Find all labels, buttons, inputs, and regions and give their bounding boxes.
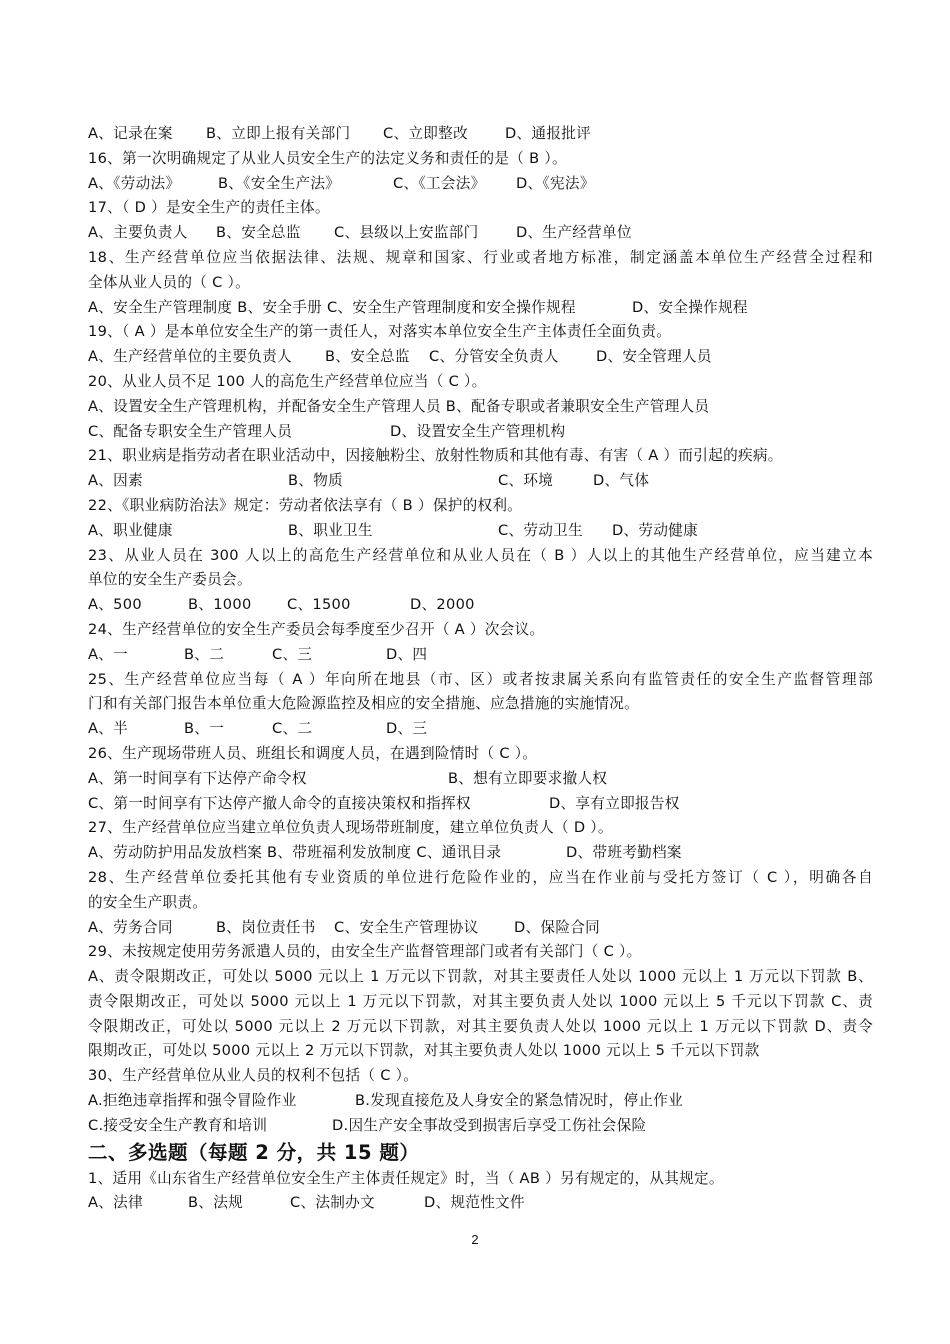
- answer-option: C、1500: [287, 596, 351, 614]
- answer-options: [88, 593, 873, 618]
- answer-option: D、设置安全生产管理机构: [390, 422, 566, 440]
- answer-option: C、立即整改: [383, 125, 468, 142]
- answer-option: A、主要负责人: [88, 224, 188, 242]
- answer-option: B、一: [184, 720, 225, 738]
- answer-option: C、环境: [498, 472, 554, 490]
- answer-options: [88, 221, 873, 246]
- answer-options: [88, 345, 873, 370]
- answer-option: B、1000: [188, 596, 252, 614]
- answer-options: [88, 643, 873, 668]
- answer-option: C、分管安全负责人: [429, 348, 559, 366]
- answer-option: B、职业卫生: [288, 521, 373, 539]
- question-text-line: 18、生产经营单位应当依据法律、法规、规章和国家、行业或者地方标准，制定涵盖本单位生产经营全过程和: [88, 248, 873, 266]
- answer-options: [88, 395, 873, 420]
- answer-option: B、立即上报有关部门: [206, 125, 351, 142]
- answer-option: D、带班考勤档案: [566, 844, 682, 862]
- question-text-line: 20、从业人员不足 100 人的高危生产经营单位应当（ C ）。: [88, 372, 487, 390]
- question-text-line: 19、（ A ）是本单位安全生产的第一责任人，对落实本单位安全生产主体责任全面负责。: [88, 323, 672, 341]
- answer-option: D、保险合同: [514, 918, 601, 936]
- answer-option: C、安全生产管理协议: [334, 918, 479, 936]
- answer-option: C、法制办文: [290, 1194, 375, 1212]
- page-number: 2: [471, 1232, 479, 1247]
- answer-option: A、500: [88, 596, 142, 614]
- question-text-line: 责令限期改正，可处以 5000 元以上 1 万元以下罚款，对其主要负责人处以 1000 元以上 5 千元以下罚款 C、责: [88, 992, 873, 1010]
- question-text-line: 16、第一次明确规定了从业人员安全生产的法定义务和责任的是（ B ）。: [88, 149, 567, 167]
- answer-options: [88, 469, 873, 494]
- answer-option: D、劳动健康: [612, 521, 699, 539]
- answer-option: C、三: [272, 645, 313, 663]
- answer-options: [88, 841, 873, 866]
- question-text-line: 门和有关部门报告本单位重大危险源监控及相应的安全措施、应急措施的实施情况。: [88, 695, 640, 713]
- answer-options: [88, 1089, 873, 1114]
- answer-option: A.拒绝违章指挥和强令冒险作业: [88, 1092, 297, 1110]
- question-text-line: 21、职业病是指劳动者在职业活动中，因接触粉尘、放射性物质和其他有毒、有害（ A ）而引起的疾病。: [88, 447, 783, 465]
- answer-option: A、生产经营单位的主要负责人: [88, 348, 292, 366]
- answer-option: B、《安全生产法》: [218, 174, 341, 192]
- question-text-line: 1、适用《山东省生产经营单位安全生产主体责任规定》时，当（ AB ）另有规定的，从其规定。: [88, 1169, 724, 1187]
- question-text-line: 26、生产现场带班人员、班组长和调度人员，在遇到险情时（ C ）。: [88, 744, 538, 762]
- answer-option: B、岗位责任书: [216, 918, 316, 936]
- answer-option: D、享有立即报告权: [549, 794, 680, 812]
- question-text-line: 30、生产经营单位从业人员的权利不包括（ C ）。: [88, 1067, 419, 1085]
- answer-option: C、配备专职安全生产管理人员: [88, 422, 293, 440]
- answer-options: [88, 1191, 873, 1216]
- answer-option: D、气体: [593, 472, 650, 490]
- answer-option: A、劳务合同: [88, 918, 173, 936]
- question-text-line: 17、（ D ）是安全生产的责任主体。: [88, 199, 330, 217]
- answer-option: A、法律: [88, 1194, 143, 1212]
- answer-option: D、生产经营单位: [516, 224, 632, 242]
- question-text-line: 27、生产经营单位应当建立单位负责人现场带班制度，建立单位负责人（ D ）。: [88, 819, 613, 837]
- answer-option: A、因素: [88, 472, 143, 490]
- question-text-line: 的安全生产职责。: [88, 893, 208, 911]
- answer-option: B.发现直接危及人身安全的紧急情况时，停止作业: [355, 1092, 684, 1110]
- answer-option: B、想有立即要求撤人权: [448, 769, 608, 787]
- answer-option: B、物质: [288, 472, 343, 490]
- answer-options: [88, 420, 873, 445]
- answer-options: [88, 717, 873, 742]
- question-text-line: 22、《职业病防治法》规定：劳动者依法享有（ B ）保护的权利。: [88, 496, 523, 514]
- question-text-line: 全体从业人员的（ C ）。: [88, 273, 251, 291]
- page-content: [88, 122, 873, 1216]
- question-text-line: 限期改正，可处以 5000 元以上 2 万元以下罚款，对其主要负责人处以 1000 元以上 5 千元以下罚款: [88, 1042, 760, 1060]
- answer-option: C、县级以上安监部门: [334, 224, 479, 242]
- answer-option: A、安全生产管理制度 B、安全手册 C、安全生产管理制度和安全操作规程: [88, 298, 576, 316]
- answer-option: D、规范性文件: [424, 1194, 525, 1212]
- question-text-line: 29、未按规定使用劳务派遣人员的，由安全生产监督管理部门或者有关部门（ C ）。: [88, 943, 642, 961]
- answer-options: [88, 519, 873, 544]
- answer-option: A、半: [88, 720, 129, 738]
- answer-option: B、安全总监: [216, 224, 301, 242]
- answer-option: A、劳动防护用品发放档案 B、带班福利发放制度 C、通讯目录: [88, 844, 502, 862]
- answer-option: A、记录在案: [88, 125, 173, 142]
- answer-option: C、二: [272, 720, 313, 738]
- question-text-line: 25、生产经营单位应当每（ A ）年向所在地县（市、区）或者按隶属关系向有监管责任的安全生产监督管理部: [88, 670, 873, 688]
- answer-option: D、通报批评: [505, 125, 592, 142]
- question-text-line: 24、生产经营单位的安全生产委员会每季度至少召开（ A ）次会议。: [88, 620, 545, 638]
- answer-option: C、《工会法》: [393, 174, 486, 192]
- answer-option: C、第一时间享有下达停产撤人命令的直接决策权和指挥权: [88, 794, 471, 812]
- answer-option: B、安全总监: [325, 348, 410, 366]
- answer-option: A、第一时间享有下达停产命令权: [88, 769, 307, 787]
- answer-option: D、2000: [410, 596, 475, 614]
- section-heading: 二、多选题（每题 2 分，共 15 题）: [88, 1140, 420, 1164]
- answer-option: A、设置安全生产管理机构，并配备安全生产管理人员 B、配备专职或者兼职安全生产管理人员: [88, 397, 710, 415]
- question-text-line: 23、从业人员在 300 人以上的高危生产经营单位和从业人员在（ B ）人以上的其他生产经营单位，应当建立本: [88, 546, 873, 564]
- answer-option: D、安全操作规程: [632, 298, 748, 316]
- answer-option: A、《劳动法》: [88, 174, 181, 192]
- answer-option: C.接受安全生产教育和培训: [88, 1116, 268, 1134]
- answer-option: B、法规: [188, 1194, 243, 1212]
- answer-option: D、四: [386, 645, 428, 663]
- answer-option: D.因生产安全事故受到损害后享受工伤社会保险: [332, 1116, 647, 1134]
- answer-options: [88, 296, 873, 321]
- question-text-line: 单位的安全生产委员会。: [88, 571, 252, 589]
- answer-option: D、安全管理人员: [596, 348, 712, 366]
- question-text-line: A、责令限期改正，可处以 5000 元以上 1 万元以下罚款，对其主要责任人处以 1000 元以上 1 万元以下罚款 B、: [88, 968, 873, 986]
- answer-option: D、三: [386, 720, 428, 738]
- answer-options: [88, 122, 873, 147]
- answer-options: [88, 767, 873, 792]
- answer-option: A、职业健康: [88, 521, 173, 539]
- answer-option: A、一: [88, 645, 129, 663]
- answer-options: [88, 792, 873, 817]
- answer-option: B、二: [184, 645, 225, 663]
- answer-options: [88, 916, 873, 941]
- answer-option: D、《宪法》: [516, 174, 595, 192]
- answer-option: C、劳动卫生: [498, 521, 583, 539]
- answer-options: [88, 172, 873, 197]
- question-text-line: 28、生产经营单位委托其他有专业资质的单位进行危险作业的，应当在作业前与受托方签订（ C ），明确各自: [88, 868, 873, 886]
- answer-options: [88, 1114, 873, 1139]
- question-text-line: 令限期改正，可处以 5000 元以上 2 万元以下罚款，对其主要负责人处以 1000 元以上 1 万元以下罚款 D、责令: [88, 1017, 873, 1035]
